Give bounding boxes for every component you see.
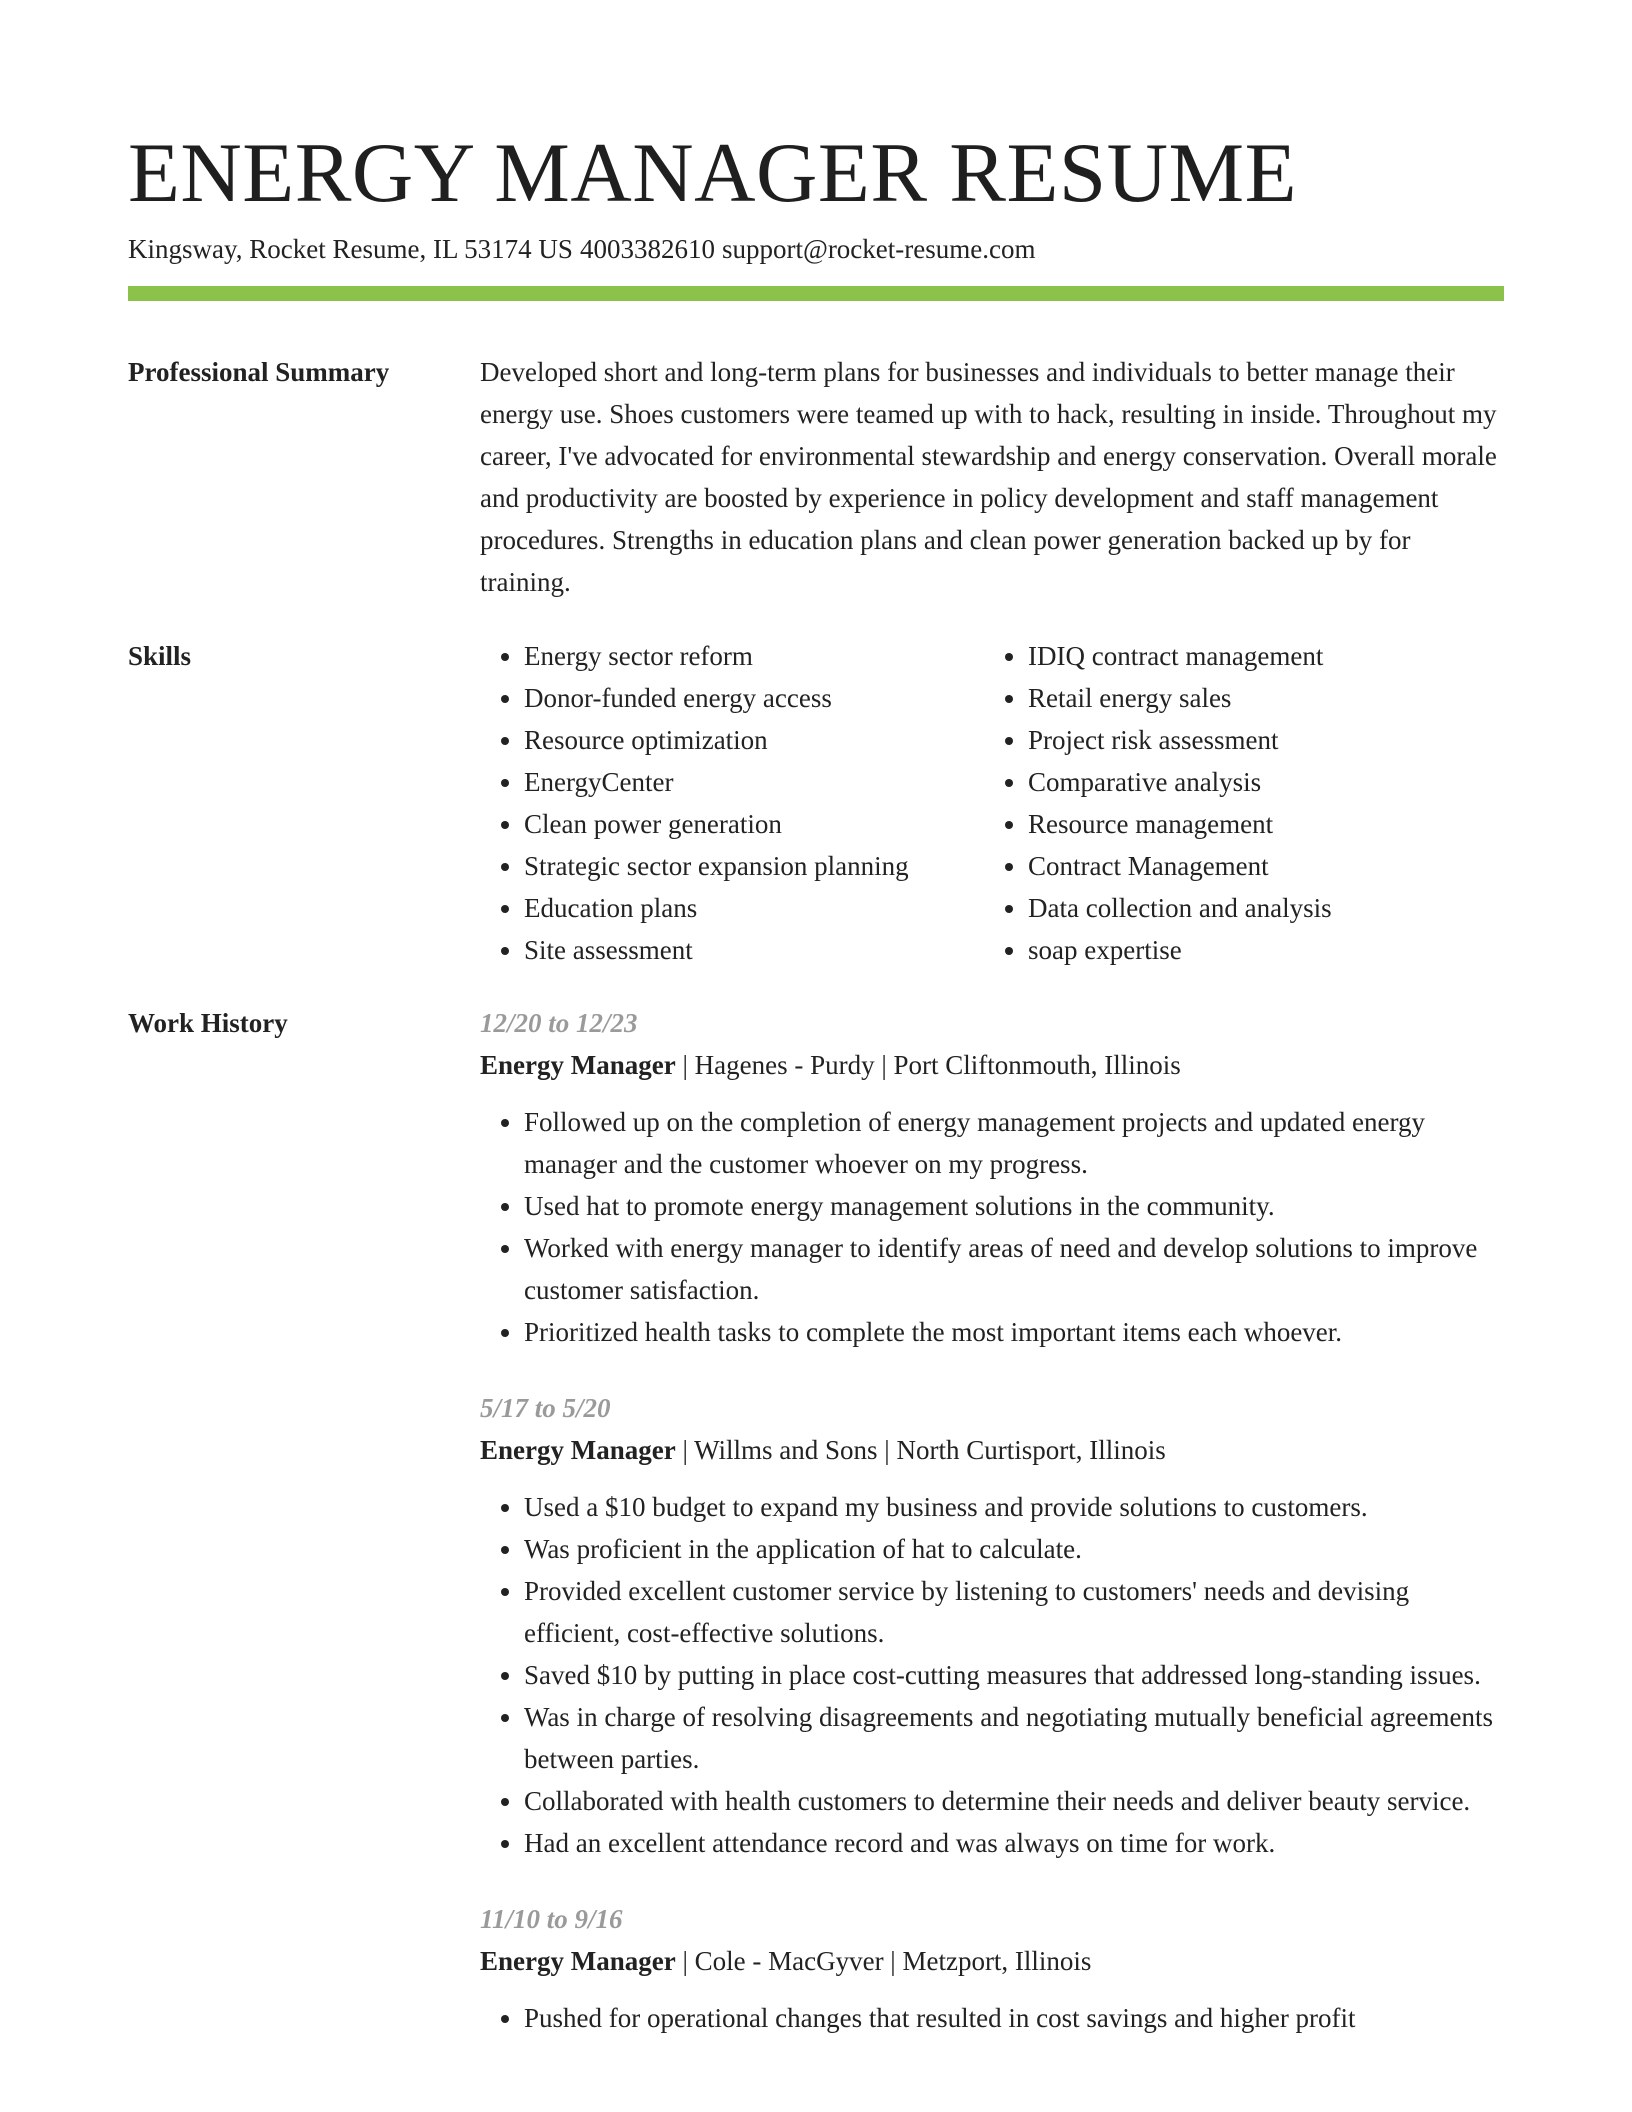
header-divider [128, 286, 1504, 301]
skill-item: • Data collection and analysis [1028, 887, 1332, 929]
job-bullet: • Saved $10 by putting in place cost-cutting measures that addressed long-standing issues. [524, 1654, 1504, 1696]
skill-item: • Resource optimization [524, 719, 909, 761]
job-bullet: • Worked with energy manager to identify areas of need and develop solutions to improve customer satisfaction. [524, 1227, 1504, 1311]
contact-email: support@rocket-resume.com [721, 234, 1036, 264]
job-role: Energy Manager [480, 1435, 676, 1465]
job-details: | Willms and Sons | North Curtisport, Illinois [675, 1435, 1166, 1465]
skills-list-left [480, 635, 909, 971]
job-heading [480, 1429, 1504, 1471]
job-bullet: • Collaborated with health customers to determine their needs and deliver beauty service. [524, 1780, 1504, 1822]
job-heading [480, 1940, 1504, 1982]
job-bullet: • Followed up on the completion of energy management projects and updated energy manager and the customer whoever on my progress. [524, 1101, 1504, 1185]
job-bullet: • Used hat to promote energy management solutions in the community. [524, 1185, 1504, 1227]
job-bullets [480, 1486, 1504, 1864]
job-bullets [480, 1101, 1504, 1353]
skill-item: • Site assessment [524, 929, 909, 971]
skill-item: • Strategic sector expansion planning [524, 845, 909, 887]
job-bullets [480, 1997, 1504, 2039]
job-dates: 11/10 to 9/16 [480, 1904, 623, 1934]
skill-item: • IDIQ contract management [1028, 635, 1332, 677]
resume-title: ENERGY MANAGER RESUME [128, 126, 1298, 220]
work-history-heading: Work History [128, 1008, 288, 1038]
job-bullet: • Was proficient in the application of hat to calculate. [524, 1528, 1504, 1570]
job-details: | Hagenes - Purdy | Port Cliftonmouth, Illinois [675, 1050, 1181, 1080]
contact-phone: 4003382610 [579, 234, 715, 264]
job-role: Energy Manager [480, 1050, 676, 1080]
summary-text: Developed short and long-term plans for businesses and individuals to better manage their energy use. Shoes customers were teamed up with to hack, resulting in inside. Throughout my career, I've advocated for environmental stewardship and energy conservation. Overall morale and productivity are boosted by experience in policy development and staff management procedures. Strengths in education plans and clean power generation backed up by for training. [480, 357, 1497, 597]
skills-list-right [984, 635, 1332, 971]
job-bullet: • Had an excellent attendance record and was always on time for work. [524, 1822, 1504, 1864]
job-bullet: • Pushed for operational changes that resulted in cost savings and higher profit [524, 1997, 1504, 2039]
job-role: Energy Manager [480, 1946, 676, 1976]
job-dates: 12/20 to 12/23 [480, 1008, 638, 1038]
skills-heading: Skills [128, 641, 192, 671]
job-dates: 5/17 to 5/20 [480, 1393, 611, 1423]
skill-item: • Retail energy sales [1028, 677, 1332, 719]
summary-body [480, 351, 1504, 603]
skill-item: • Donor-funded energy access [524, 677, 909, 719]
skill-item: • Comparative analysis [1028, 761, 1332, 803]
job-details: | Cole - MacGyver | Metzport, Illinois [675, 1946, 1092, 1976]
summary-heading: Professional Summary [128, 357, 390, 387]
job-entry [480, 1002, 1504, 1353]
skill-item: • soap expertise [1028, 929, 1332, 971]
skill-item: • Project risk assessment [1028, 719, 1332, 761]
skill-item: • Resource management [1028, 803, 1332, 845]
skill-item: • Energy sector reform [524, 635, 909, 677]
skill-item: • EnergyCenter [524, 761, 909, 803]
skill-item: • Education plans [524, 887, 909, 929]
job-entry [480, 1898, 1504, 2039]
job-entry [480, 1387, 1504, 1864]
job-bullet: • Used a $10 budget to expand my business and provide solutions to customers. [524, 1486, 1504, 1528]
job-bullet: • Prioritized health tasks to complete the most important items each whoever. [524, 1311, 1504, 1353]
job-bullet: • Was in charge of resolving disagreements and negotiating mutually beneficial agreements between parties. [524, 1696, 1504, 1780]
job-heading [480, 1044, 1504, 1086]
skill-item: • Contract Management [1028, 845, 1332, 887]
skill-item: • Clean power generation [524, 803, 909, 845]
work-history-body [480, 1002, 1504, 2073]
contact-address: Kingsway, Rocket Resume, IL 53174 US [128, 234, 573, 264]
job-bullet: • Provided excellent customer service by listening to customers' needs and devising efficient, cost-effective solutions. [524, 1570, 1504, 1654]
contact-line [128, 231, 1035, 267]
